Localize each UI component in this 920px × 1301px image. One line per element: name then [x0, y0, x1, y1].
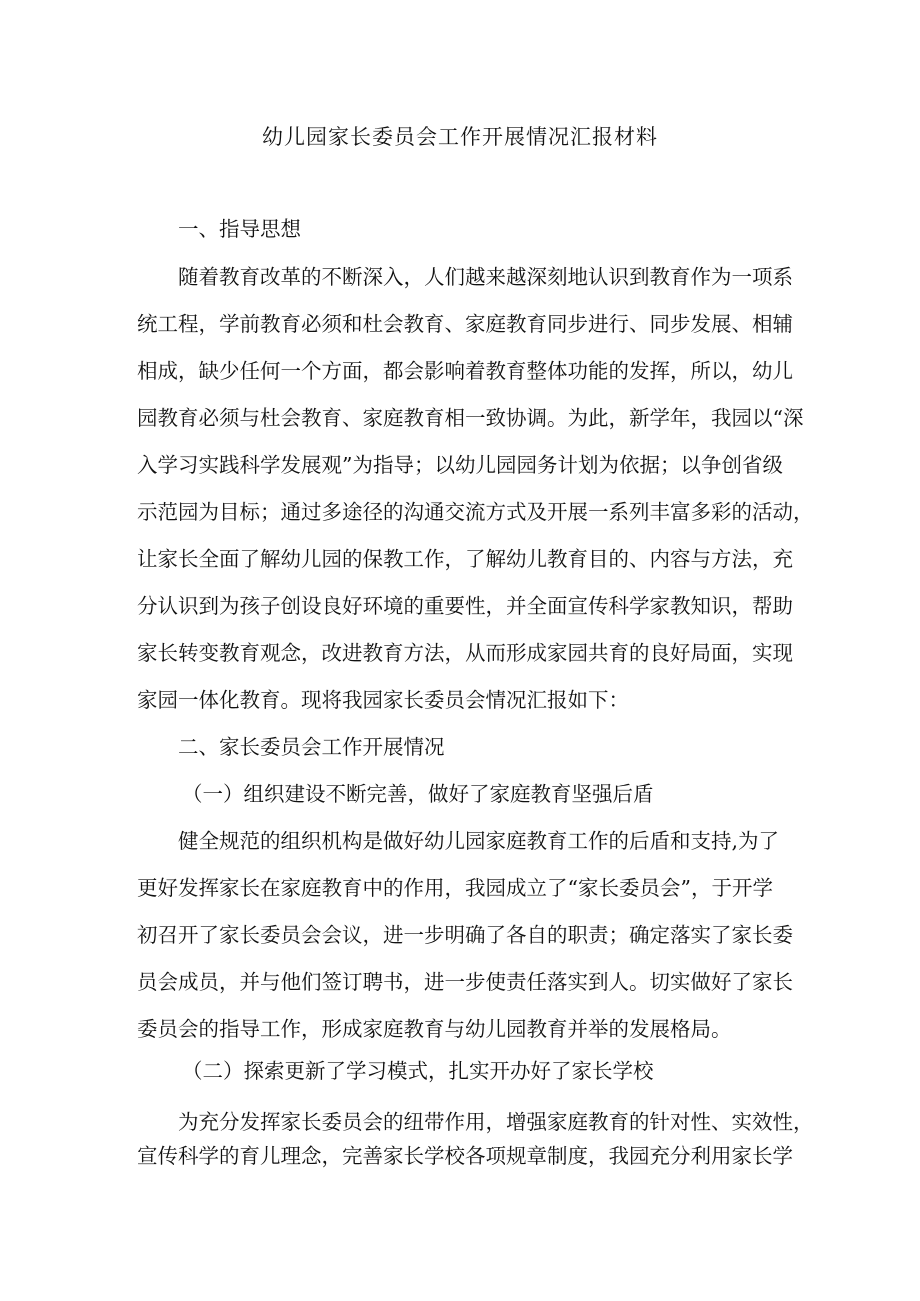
paragraph-line: 统工程，学前教育必须和杜会教育、家庭教育同步进行、同步发展、相辅	[137, 312, 793, 336]
paragraph-line: 员会成员，并与他们签订聘书，进一步使责任落实到人。切实做好了家长	[137, 970, 793, 994]
paragraph-line: 家长转变教育观念，改进教育方法，从而形成家园共育的良好局面，实现	[137, 641, 793, 665]
paragraph-line: 为充分发挥家长委员会的纽带作用，增强家庭教育的针对性、实效性，	[178, 1110, 814, 1134]
section-heading-2: 二、家长委员会工作开展情况	[178, 735, 445, 759]
paragraph-line: 家园一体化教育。现将我园家长委员会情况汇报如下：	[137, 688, 629, 712]
section-heading-1: 一、指导思想	[178, 217, 301, 241]
paragraph-line: 分认识到为孩子创设良好环境的重要性，并全面宣传科学家教知识，帮助	[137, 594, 793, 618]
paragraph-line: 入学习实践科学发展观”为指导；以幼儿园园务计划为依据；以争创省级	[137, 453, 783, 477]
subsection-heading-1: （一）组织建设不断完善，做好了家庭教育坚强后盾	[182, 782, 654, 806]
paragraph-line: 初召开了家长委员会会议，进一步明确了各自的职责；确定落实了家长委	[137, 923, 793, 947]
subsection-heading-2: （二）探索更新了学习模式，扎实开办好了家长学校	[182, 1059, 654, 1083]
paragraph-line: 示范园为目标；通过多途径的沟通交流方式及开展一系列丰富多彩的活动，	[137, 500, 814, 524]
paragraph-line: 随着教育改革的不断深入，人们越来越深刻地认识到教育作为一项系	[178, 265, 793, 289]
paragraph-line: 健全规范的组织机构是做好幼儿园家庭教育工作的后盾和支持,为了	[178, 829, 780, 853]
document-title: 幼儿园家长委员会工作开展情况汇报材料	[262, 125, 658, 149]
paragraph-line: 让家长全面了解幼儿园的保教工作，了解幼儿教育目的、内容与方法，充	[137, 547, 793, 571]
paragraph-line: 更好发挥家长在家庭教育中的作用，我园成立了“家长委员会”，于开学	[137, 876, 773, 900]
paragraph-line: 宣传科学的育儿理念，完善家长学校各项规章制度，我园充分利用家长学	[137, 1144, 793, 1168]
paragraph-line: 委员会的指导工作，形成家庭教育与幼儿园教育并举的发展格局。	[137, 1017, 732, 1041]
paragraph-line: 相成，缺少任何一个方面，都会影响着教育整体功能的发挥，所以，幼儿	[137, 359, 793, 383]
paragraph-line: 园教育必须与杜会教育、家庭教育相一致协调。为此，新学年，我园以“深	[137, 406, 804, 430]
